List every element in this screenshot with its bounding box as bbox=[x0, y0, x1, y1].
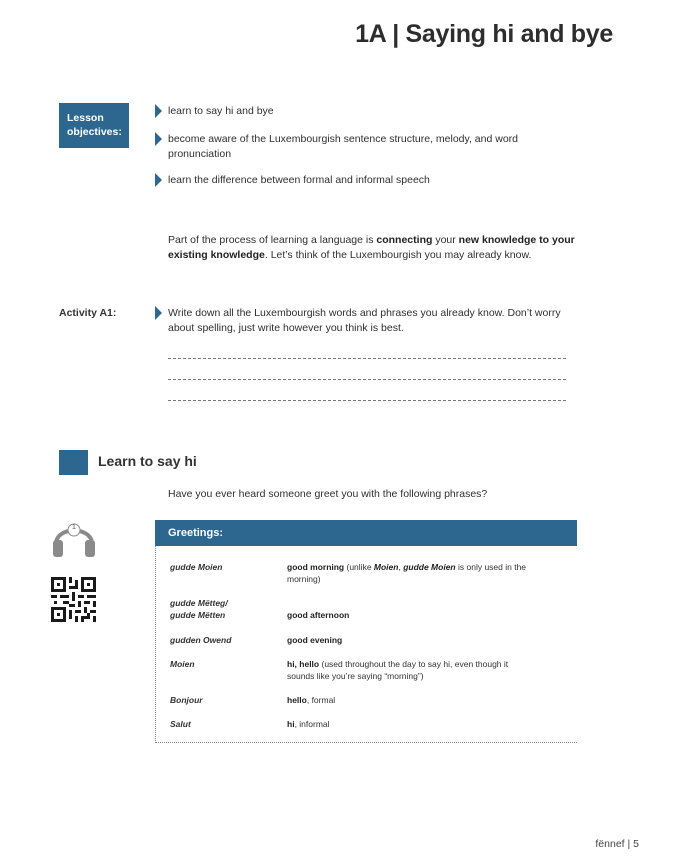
greeting-definition bbox=[287, 634, 537, 646]
activity-instructions: Write down all the Luxembourgish words and phrases you already know. Don’t worry about spelling, just write however you think is best. bbox=[168, 307, 561, 334]
greeting-definition bbox=[287, 561, 537, 585]
triangle-bullet-icon bbox=[155, 173, 162, 187]
section-question: Have you ever heard someone greet you with the following phrases? bbox=[168, 488, 488, 500]
greeting-note: , formal bbox=[306, 695, 336, 705]
greeting-definition bbox=[287, 694, 537, 706]
activity-label: Activity A1: bbox=[59, 307, 117, 319]
greeting-definition bbox=[287, 658, 537, 682]
greeting-meaning: hi bbox=[287, 719, 295, 729]
greeting-meaning: good afternoon bbox=[287, 610, 350, 620]
greeting-note: (used throughout the day to say hi, even though it sounds like you’re saying “morning”) bbox=[287, 659, 509, 681]
greeting-term: gudden Owend bbox=[170, 635, 232, 645]
answer-line[interactable] bbox=[168, 379, 566, 380]
intro-text: your bbox=[432, 234, 459, 246]
intro-paragraph bbox=[168, 233, 578, 263]
objective-item: learn the difference between formal and informal speech bbox=[168, 174, 430, 186]
greeting-term: gudde Moien bbox=[170, 562, 223, 572]
greeting-meaning: good morning bbox=[287, 562, 345, 572]
objective-item: become aware of the Luxembourgish sentence structure, melody, and word pronunciation bbox=[168, 133, 518, 160]
headphones-icon[interactable] bbox=[51, 516, 97, 558]
greeting-meaning: hi, hello bbox=[287, 659, 320, 669]
greetings-header: Greetings: bbox=[155, 520, 577, 546]
objective-item: learn to say hi and bye bbox=[168, 105, 274, 117]
triangle-bullet-icon bbox=[155, 104, 162, 118]
triangle-bullet-icon bbox=[155, 306, 162, 320]
answer-line[interactable] bbox=[168, 358, 566, 359]
answer-line[interactable] bbox=[168, 400, 566, 401]
qr-code-icon[interactable] bbox=[51, 577, 96, 622]
page-footer: fënnef | 5 bbox=[595, 838, 639, 850]
greeting-definition bbox=[287, 718, 537, 730]
page-number: 5 bbox=[633, 838, 639, 850]
greeting-term: Salut bbox=[170, 719, 191, 729]
section-heading: Learn to say hi bbox=[98, 453, 197, 469]
triangle-bullet-icon bbox=[155, 132, 162, 146]
footer-brand: fënnef bbox=[595, 838, 625, 850]
greeting-meaning: good evening bbox=[287, 635, 343, 645]
greeting-note-term: Moien bbox=[373, 562, 399, 572]
lesson-objectives-label: Lesson objectives: bbox=[59, 103, 129, 148]
greeting-term: gudde Mëtteg/ gudde Mëtten bbox=[170, 598, 228, 620]
greeting-term: Moien bbox=[170, 659, 195, 669]
intro-text: . Let’s think of the Luxembourgish you may already know. bbox=[264, 249, 532, 261]
greeting-definition bbox=[287, 609, 537, 621]
section-marker bbox=[59, 450, 88, 475]
greeting-term: Bonjour bbox=[170, 695, 203, 705]
greeting-note: is only used in the morning) bbox=[287, 562, 527, 584]
intro-bold: connecting bbox=[376, 234, 433, 246]
greeting-note: (unlike bbox=[344, 562, 374, 572]
page-title: 1A | Saying hi and bye bbox=[355, 20, 613, 48]
greeting-note: , bbox=[398, 562, 404, 572]
audio-track-number: 1 bbox=[72, 524, 76, 531]
greeting-note: , informal bbox=[294, 719, 330, 729]
intro-bold: new knowledge to your existing knowledge bbox=[168, 234, 575, 261]
greeting-note-term: gudde Moien bbox=[403, 562, 456, 572]
intro-text: Part of the process of learning a language is bbox=[168, 234, 377, 246]
greeting-meaning: hello bbox=[287, 695, 307, 705]
